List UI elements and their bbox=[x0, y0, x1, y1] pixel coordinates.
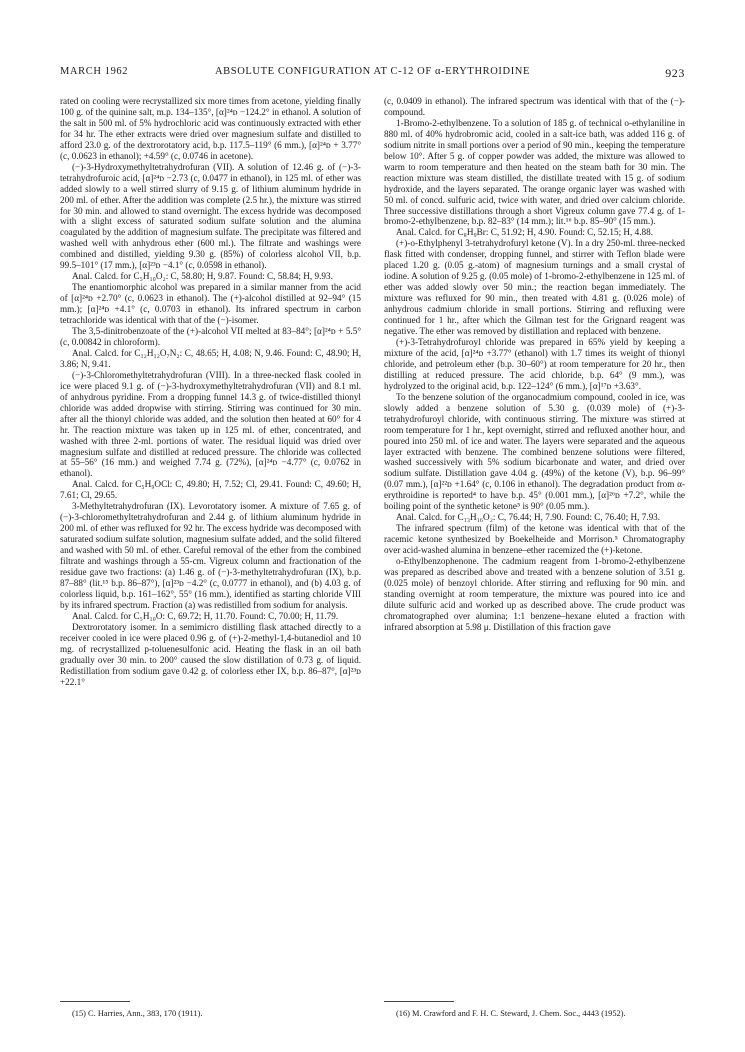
paragraph: (−)-3-Hydroxymethyltetrahydrofuran (VII). A solution of 12.46 g. of (−)-3-tetrahydrofuroic acid, [α]²⁴ᴅ −2.73 (c, 0.0477 in ethanol), in 125 ml. of ether was added slowly to a well stirred slurry of 9.15 g. of lithium aluminum hydride in 200 ml. of ether. After the addition was complete (2.5 hr.), the mixture was stirred for 30 min. and allowed to stand overnight. The excess hydride was decomposed with a slight excess of saturated sodium sulfate solution and the alumina coagulated by the addition of magnesium sulfate. The precipitate was filtered and washed well with anhydrous ether (600 ml.). The filtrate and washings were combined and distilled, yielding 9.30 g. (85%) of colorless alcohol VII, b.p. 99.5–101° (17 mm.), [α]²³ᴅ −4.1° (c, 0.0598 in ethanol). bbox=[60, 161, 361, 271]
paragraph: (−)-3-Chloromethyltetrahydrofuran (VIII). In a three-necked flask cooled in ice were placed 9.1 g. of (−)-3-hydroxymethyltetrahydrofuran (VII) and 8.1 ml. of anhydrous pyridine. From a dropping funnel 14.3 g. of twice-distilled thionyl chloride was added dropwise with stirring. Stirring was continued for 30 min. after all the thionyl chloride was added, and the solution then heated at 60° for 4 hr. The reaction mixture was taken up in 125 ml. of ether, concentrated, and washed with three 2-ml. portions of water. The residual liquid was dried over magnesium sulfate and distilled at reduced pressure. The chloride was collected at 55–56° (16 mm.) and weighed 7.74 g. (72%), [α]²⁴ᴅ −4.77° (c, 0.0762 in ethanol). bbox=[60, 369, 361, 479]
paragraph: The 3,5-dinitrobenzoate of the (+)-alcohol VII melted at 83–84°; [α]²⁴ᴅ + 5.5° (c, 0.00842 in chloroform). bbox=[60, 326, 361, 347]
paragraph: Anal. Calcd. for C₁₃H₁₆O₂: C, 76.44; H, 7.90. Found: C, 76.40; H, 7.93. bbox=[396, 512, 661, 523]
paragraph: Anal. Calcd. for C₅H₁₀O: C, 69.72; H, 11.70. Found: C, 70.00; H, 11.79. bbox=[72, 610, 339, 621]
issue-date: MARCH 1962 bbox=[60, 66, 129, 77]
page-number: 923 bbox=[665, 66, 685, 80]
footnote-15: (15) C. Harries, Ann., 383, 170 (1911). bbox=[72, 1009, 203, 1018]
left-column bbox=[60, 96, 361, 687]
footnote-rule bbox=[60, 1001, 130, 1002]
footnote-rule bbox=[384, 1001, 454, 1002]
paragraph: 3-Methyltetrahydrofuran (IX). Levorotatory isomer. A mixture of 7.65 g. of (−)-3-chloromethyltetrahydrofuran and 2.44 g. of lithium aluminum hydride in 200 ml. of ether was refluxed for 92 hr. The excess hydride was decomposed with saturated sodium sulfate solution, magnesium sulfate added, and the solid filtered and washed with 50 ml. of ether. Careful removal of the ether from the combined filtrate and washings through a 55-cm. Vigreux column and fractionation of the residue gave two fractions: (a) 1.46 g. of (−)-3-methyltetrahydrofuran (IX), b.p. 87–88° (lit.¹⁵ b.p. 86–87°), [α]²³ᴅ −4.2° (c, 0.0777 in ethanol), and (b) 4.03 g. of colorless liquid, b.p. 161–162°, 55° (16 mm.), identified as starting chloride VIII by its infrared spectrum. Fraction (a) was redistilled from sodium for analysis. bbox=[60, 501, 361, 610]
paragraph: Anal. Calcd. for C₅H₁₀O₂: C, 58.80; H, 9.87. Found: C, 58.84; H, 9.93. bbox=[72, 271, 333, 282]
paragraph: Anal. Calcd. for C₁₂H₁₂O₇N₂: C, 48.65; H, 4.08; N, 9.46. Found: C, 48.90; H, 3.86; N, 9.41. bbox=[60, 347, 361, 369]
paragraph: To the benzene solution of the organocadmium compound, cooled in ice, was slowly added a benzene solution of 5.30 g. (0.039 mole) of (+)-3-tetrahydrofuroyl chloride, with continuous stirring. The mixture was stirred at room temperature for 1 hr., kept overnight, stirred and refluxed another hour, and poured into 250 ml. of ice and water. The layers were separated and the aqueous layer extracted with benzene. The combined benzene solutions were filtered, washed successively with 5% sodium bicarbonate and water, and dried over sodium sulfate. Distillation gave 4.04 g. (49%) of the ketone (V), b.p. 96–99° (0.07 mm.), [α]²²ᴅ +1.64° (c, 0.106 in ethanol). The degradation product from α-erythroidine is reported⁴ to have b.p. 45° (0.001 mm.), [α]²⁶ᴅ +7.2°, while the boiling point of the synthetic ketone⁵ is 90° (0.05 mm.). bbox=[384, 391, 685, 512]
paragraph: (+)-3-Tetrahydrofuroyl chloride was prepared in 65% yield by keeping a mixture of the acid, [α]²⁴ᴅ +3.77° (ethanol) with 1.7 times its weight of thionyl chloride, and petroleum ether (b.p. 30–60°) at room temperature for 20 hr., then distilling at reduced pressure. The acid chloride, b.p. 64° (9 mm.), was hydrolyzed to the original acid, b.p. 122–124° (6 mm.), [α]¹⁷ᴅ +3.63°. bbox=[384, 336, 685, 391]
paragraph: 1-Bromo-2-ethylbenzene. To a solution of 185 g. of technical o-ethylaniline in 880 ml. of 40% hydrobromic acid, cooled in a salt-ice bath, was added 116 g. of sodium nitrite in small portions over a period of 90 min., keeping the temperature below 10°. After 5 g. of copper powder was added, the mixture was allowed to warm to room temperature and then heated on the steam bath for 30 min. The reaction mixture was steam distilled, the distillate treated with 15 g. of sodium hydroxide, and the layers separated. The orange organic layer was washed with 50 ml. of concd. sulfuric acid, twice with water, and dried over calcium chloride. Three successive distillations through a short Vigreux column gave 77.4 g. of 1-bromo-2-ethylbenzene, b.p. 82–83° (14 mm.); lit.¹⁶ b.p. 85–90° (15 mm.). bbox=[384, 117, 685, 227]
footnote-16: (16) M. Crawford and F. H. C. Steward, J. Chem. Soc., 4443 (1952). bbox=[396, 1009, 626, 1018]
paragraph: The infrared spectrum (film) of the ketone was identical with that of the racemic ketone synthesized by Boekelheide and Morrison.⁵ Chromatography over acid-washed alumina in benzene–ether racemized the (+)-ketone. bbox=[384, 523, 685, 556]
paragraph: (+)-o-Ethylphenyl 3-tetrahydrofuryl ketone (V). In a dry 250-ml. three-necked flask fitted with condenser, dropping funnel, and stirrer with Teflon blade were placed 1.20 g. (0.05 g.-atom) of magnesium turnings and a small crystal of iodine. A solution of 9.25 g. (0.05 mole) of 1-bromo-2-ethylbenzene in 125 ml. of ether was added slowly over 50 min.; the reaction began immediately. The mixture was refluxed for 90 min., then treated with 4.81 g. (0.026 mole) of anhydrous cadmium chloride in small portions. Stirring and refluxing were continued for 1 hr., after which the Gilman test for the Grignard reagent was negative. The ether was removed by distillation and replaced with benzene. bbox=[384, 238, 685, 337]
paragraph: rated on cooling were recrystallized six more times from acetone, yielding finally 100 g. of the quinine salt, m.p. 134–135°, [α]²⁴ᴅ −124.2° in ethanol. A solution of the salt in 500 ml. of 5% hydrochloric acid was continuously extracted with ether for 34 hr. The ether extracts were dried over magnesium sulfate and distilled to afford 23.0 g. of the dextrorotatory acid, b.p. 117.5–119° (6 mm.), [α]²⁴ᴅ + 3.77° (c, 0.0623 in ethanol); +4.59° (c, 0.0746 in acetone). bbox=[60, 96, 361, 161]
paragraph: (c, 0.0409 in ethanol). The infrared spectrum was identical with that of the (−)-compound. bbox=[384, 96, 685, 117]
right-column bbox=[384, 96, 685, 633]
running-title: ABSOLUTE CONFIGURATION AT C-12 OF α-ERYTHROIDINE bbox=[215, 66, 530, 77]
paragraph: Anal. Calcd. for C₈H₉Br: C, 51.92; H, 4.90. Found: C, 52.15; H, 4.88. bbox=[396, 227, 654, 238]
paragraph: Anal. Calcd. for C₅H₉OCl: C, 49.80; H, 7.52; Cl, 29.41. Found: C, 49.60; H, 7.61; Cl, 29.65. bbox=[60, 479, 361, 501]
paragraph: Dextrorotatory isomer. In a semimicro distilling flask attached directly to a receiver cooled in ice were placed 0.96 g. of (+)-2-methyl-1,4-butanediol and 10 mg. of recrystallized p-toluenesulfonic acid. Heating the flask in an oil bath gradually over 30 min. to 200° caused the slow distillation of 0.73 g. of liquid. Redistillation from sodium gave 0.42 g. of colorless ether IX, b.p. 86–87°, [α]²³ᴅ +22.1° bbox=[60, 621, 361, 687]
paragraph: The enantiomorphic alcohol was prepared in a similar manner from the acid of [α]²⁴ᴅ +2.70° (c, 0.0623 in ethanol). The (+)-alcohol distilled at 92–94° (15 mm.); [α]²⁴ᴅ +4.1° (c, 0.0703 in ethanol). Its infrared spectrum in carbon tetrachloride was identical with that of the (−)-isomer. bbox=[60, 282, 361, 326]
paragraph: o-Ethylbenzophenone. The cadmium reagent from 1-bromo-2-ethylbenzene was prepared as described above and treated with a benzene solution of 3.51 g. (0.025 mole) of benzoyl chloride. After stirring and refluxing for 90 min. and standing overnight at room temperature, the mixture was poured into ice and dilute sulfuric acid and worked up as described above. The crude product was chromatographed over alumina; 1:1 benzene–hexane eluted a fraction with infrared absorption at 5.98 μ. Distillation of this fraction gave bbox=[384, 556, 685, 632]
running-header bbox=[60, 66, 685, 80]
